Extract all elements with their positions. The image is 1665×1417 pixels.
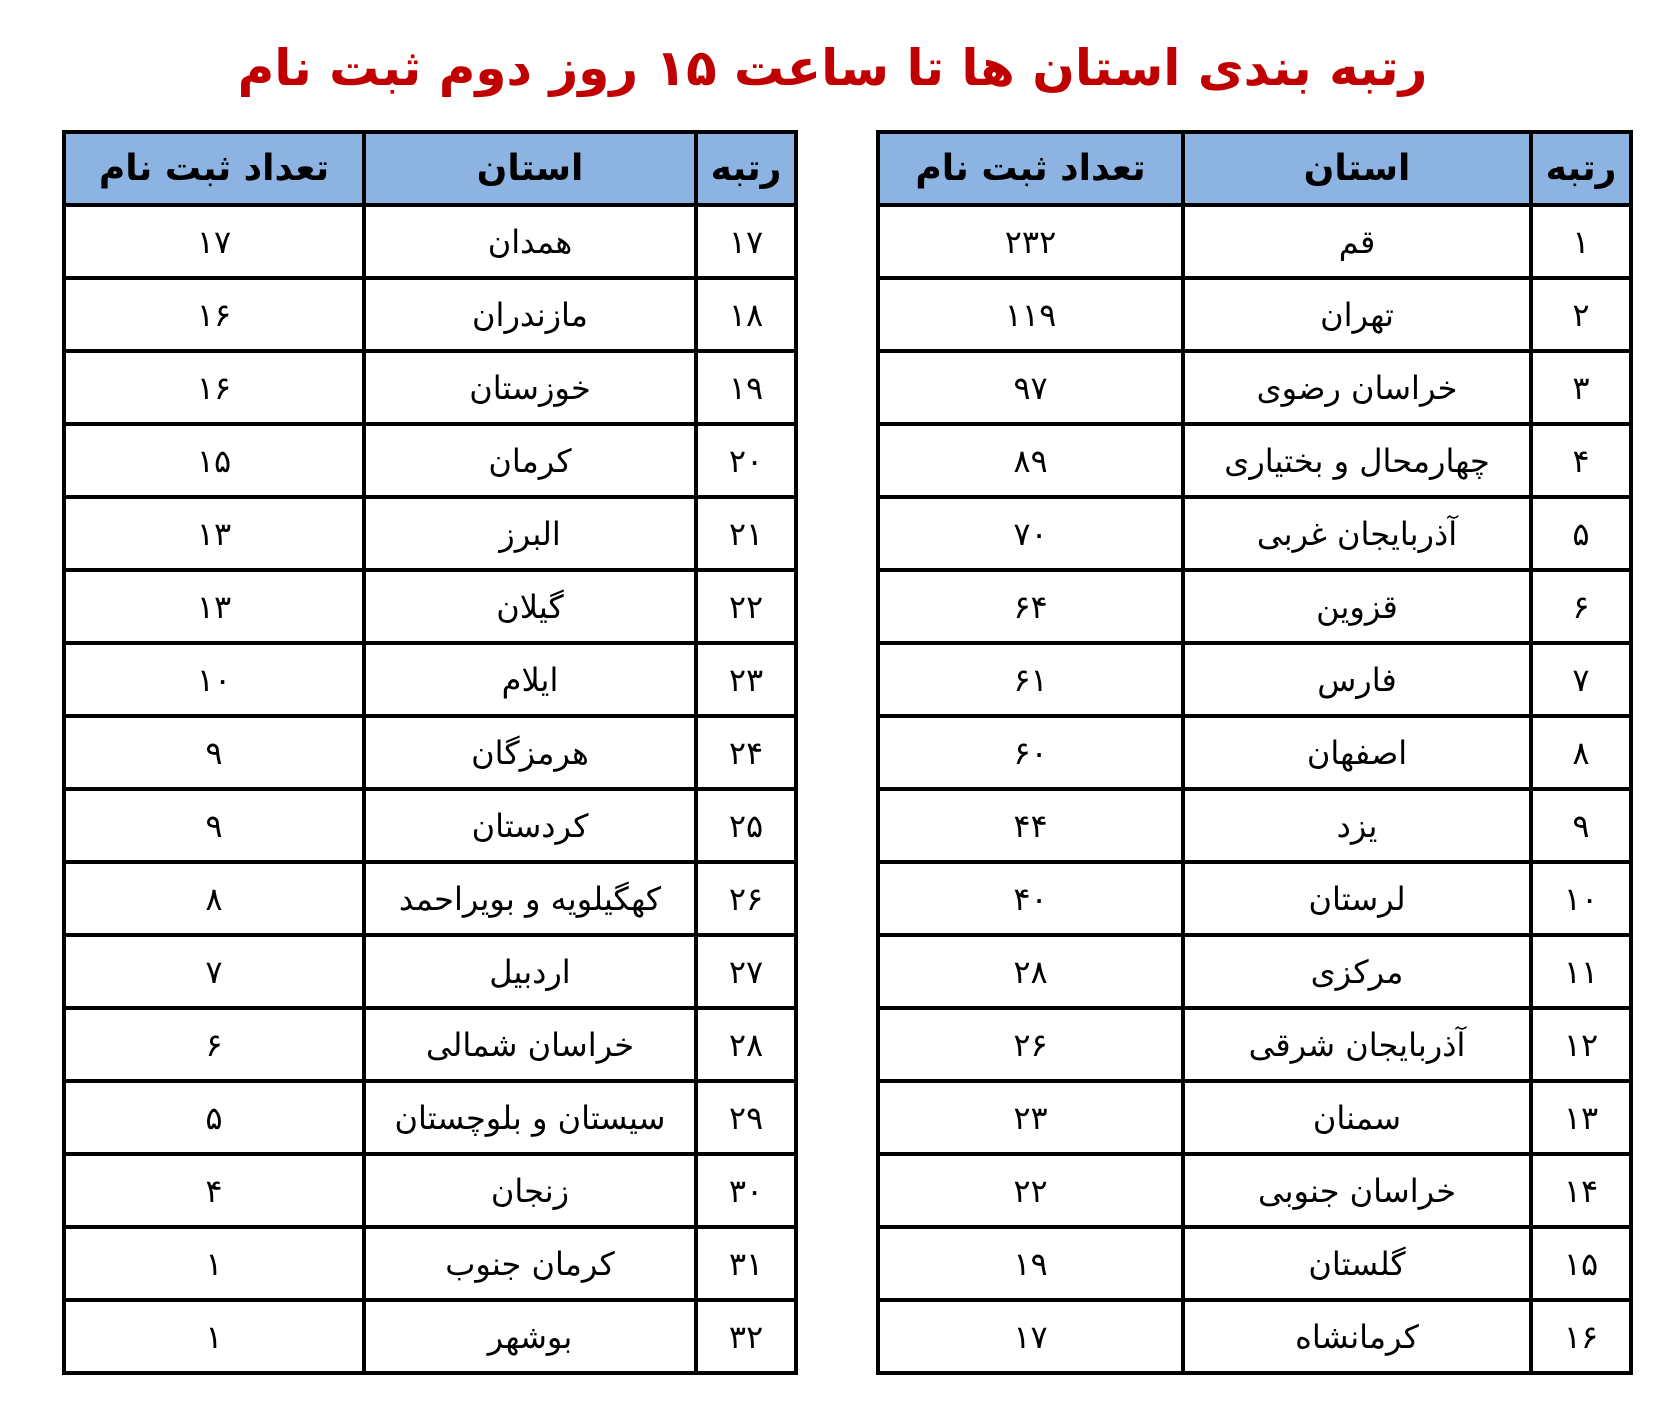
count-cell: ۶۱ [878, 643, 1183, 716]
rank-cell: ۵ [1531, 497, 1631, 570]
province-cell: ایلام [364, 643, 696, 716]
count-cell: ۶۴ [878, 570, 1183, 643]
province-cell: خوزستان [364, 351, 696, 424]
table-row [878, 862, 1631, 935]
province-cell: خراسان شمالی [364, 1008, 696, 1081]
count-cell: ۲۲ [878, 1154, 1183, 1227]
rank-cell: ۲۷ [696, 935, 796, 1008]
count-cell: ۱۹ [878, 1227, 1183, 1300]
province-cell: خراسان رضوی [1183, 351, 1531, 424]
page-title: رتبه بندی استان ها تا ساعت ۱۵ روز دوم ثبت نام [237, 39, 1428, 97]
province-cell: کرمان جنوب [364, 1227, 696, 1300]
rank-cell: ۹ [1531, 789, 1631, 862]
province-cell: لرستان [1183, 862, 1531, 935]
rank-cell: ۱۶ [1531, 1300, 1631, 1373]
ranking-table-left [62, 130, 798, 1375]
table-row [878, 1154, 1631, 1227]
count-cell: ۲۳ [878, 1081, 1183, 1154]
table-row [64, 351, 796, 424]
province-cell: کرمان [364, 424, 696, 497]
rank-cell: ۱۷ [696, 205, 796, 278]
count-cell: ۱ [64, 1300, 364, 1373]
province-cell: یزد [1183, 789, 1531, 862]
rank-cell: ۱۳ [1531, 1081, 1631, 1154]
count-header: تعداد ثبت نام [64, 132, 364, 205]
rank-cell: ۱ [1531, 205, 1631, 278]
count-cell: ۷۰ [878, 497, 1183, 570]
province-cell: مرکزی [1183, 935, 1531, 1008]
province-cell: گیلان [364, 570, 696, 643]
table-row [878, 643, 1631, 716]
count-cell: ۹۷ [878, 351, 1183, 424]
province-cell: اصفهان [1183, 716, 1531, 789]
province-cell: تهران [1183, 278, 1531, 351]
count-cell: ۱ [64, 1227, 364, 1300]
table-row [64, 497, 796, 570]
province-cell: کرمانشاه [1183, 1300, 1531, 1373]
ranking-rows-right [878, 205, 1631, 1373]
table-row [64, 570, 796, 643]
count-cell: ۲۶ [878, 1008, 1183, 1081]
province-cell: قم [1183, 205, 1531, 278]
table-row [64, 1227, 796, 1300]
rank-cell: ۶ [1531, 570, 1631, 643]
rank-cell: ۲۴ [696, 716, 796, 789]
ranking-table-right [876, 130, 1633, 1375]
province-cell: البرز [364, 497, 696, 570]
rank-cell: ۷ [1531, 643, 1631, 716]
count-cell: ۱۱۹ [878, 278, 1183, 351]
province-cell: سیستان و بلوچستان [364, 1081, 696, 1154]
province-header: استان [1183, 132, 1531, 205]
table-row [64, 205, 796, 278]
count-cell: ۸ [64, 862, 364, 935]
table-row [878, 716, 1631, 789]
table-row [878, 1227, 1631, 1300]
rank-cell: ۳۰ [696, 1154, 796, 1227]
count-header: تعداد ثبت نام [878, 132, 1183, 205]
table-row [878, 497, 1631, 570]
province-cell: آذربایجان شرقی [1183, 1008, 1531, 1081]
table-row [64, 1081, 796, 1154]
province-cell: کردستان [364, 789, 696, 862]
rank-cell: ۳ [1531, 351, 1631, 424]
count-cell: ۷ [64, 935, 364, 1008]
table-row [64, 1154, 796, 1227]
table-row [878, 1300, 1631, 1373]
province-cell: مازندران [364, 278, 696, 351]
rank-cell: ۱۴ [1531, 1154, 1631, 1227]
table-row [878, 278, 1631, 351]
rank-cell: ۲۵ [696, 789, 796, 862]
count-cell: ۴۰ [878, 862, 1183, 935]
count-cell: ۹ [64, 716, 364, 789]
rank-cell: ۸ [1531, 716, 1631, 789]
table-row [64, 1300, 796, 1373]
province-cell: قزوین [1183, 570, 1531, 643]
province-cell: کهگیلویه و بویراحمد [364, 862, 696, 935]
province-cell: چهارمحال و بختیاری [1183, 424, 1531, 497]
count-cell: ۶۰ [878, 716, 1183, 789]
province-cell: هرمزگان [364, 716, 696, 789]
rank-cell: ۱۸ [696, 278, 796, 351]
rank-cell: ۱۱ [1531, 935, 1631, 1008]
province-cell: اردبیل [364, 935, 696, 1008]
count-cell: ۱۷ [878, 1300, 1183, 1373]
rank-cell: ۱۵ [1531, 1227, 1631, 1300]
table-row [878, 1081, 1631, 1154]
count-cell: ۸۹ [878, 424, 1183, 497]
table-row [878, 424, 1631, 497]
province-cell: گلستان [1183, 1227, 1531, 1300]
count-cell: ۴ [64, 1154, 364, 1227]
rank-cell: ۲۹ [696, 1081, 796, 1154]
count-cell: ۵ [64, 1081, 364, 1154]
province-cell: سمنان [1183, 1081, 1531, 1154]
table-row [64, 424, 796, 497]
rank-cell: ۲۰ [696, 424, 796, 497]
count-cell: ۶ [64, 1008, 364, 1081]
rank-cell: ۲۳ [696, 643, 796, 716]
table-row [64, 935, 796, 1008]
rank-cell: ۳۱ [696, 1227, 796, 1300]
count-cell: ۱۶ [64, 278, 364, 351]
table-header-row [64, 132, 796, 205]
table-row [64, 862, 796, 935]
rank-header: رتبه [1531, 132, 1631, 205]
table-row [878, 935, 1631, 1008]
table-row [878, 205, 1631, 278]
rank-cell: ۲ [1531, 278, 1631, 351]
table-row [64, 643, 796, 716]
count-cell: ۱۶ [64, 351, 364, 424]
table-row [64, 1008, 796, 1081]
rank-cell: ۲۲ [696, 570, 796, 643]
province-cell: همدان [364, 205, 696, 278]
rank-cell: ۲۱ [696, 497, 796, 570]
province-header: استان [364, 132, 696, 205]
table-row [878, 789, 1631, 862]
rank-header: رتبه [696, 132, 796, 205]
rank-cell: ۴ [1531, 424, 1631, 497]
province-cell: آذربایجان غربی [1183, 497, 1531, 570]
rank-cell: ۱۰ [1531, 862, 1631, 935]
province-cell: فارس [1183, 643, 1531, 716]
count-cell: ۱۰ [64, 643, 364, 716]
ranking-rows-left [64, 205, 796, 1373]
count-cell: ۱۵ [64, 424, 364, 497]
rank-cell: ۱۲ [1531, 1008, 1631, 1081]
table-row [878, 351, 1631, 424]
count-cell: ۲۸ [878, 935, 1183, 1008]
table-row [64, 716, 796, 789]
rank-cell: ۲۸ [696, 1008, 796, 1081]
count-cell: ۱۳ [64, 570, 364, 643]
province-cell: خراسان جنوبی [1183, 1154, 1531, 1227]
count-cell: ۱۳ [64, 497, 364, 570]
count-cell: ۹ [64, 789, 364, 862]
table-row [878, 1008, 1631, 1081]
count-cell: ۲۳۲ [878, 205, 1183, 278]
table-row [64, 278, 796, 351]
rank-cell: ۲۶ [696, 862, 796, 935]
table-row [64, 789, 796, 862]
province-cell: بوشهر [364, 1300, 696, 1373]
province-cell: زنجان [364, 1154, 696, 1227]
table-header-row [878, 132, 1631, 205]
count-cell: ۴۴ [878, 789, 1183, 862]
table-row [878, 570, 1631, 643]
rank-cell: ۱۹ [696, 351, 796, 424]
count-cell: ۱۷ [64, 205, 364, 278]
rank-cell: ۳۲ [696, 1300, 796, 1373]
